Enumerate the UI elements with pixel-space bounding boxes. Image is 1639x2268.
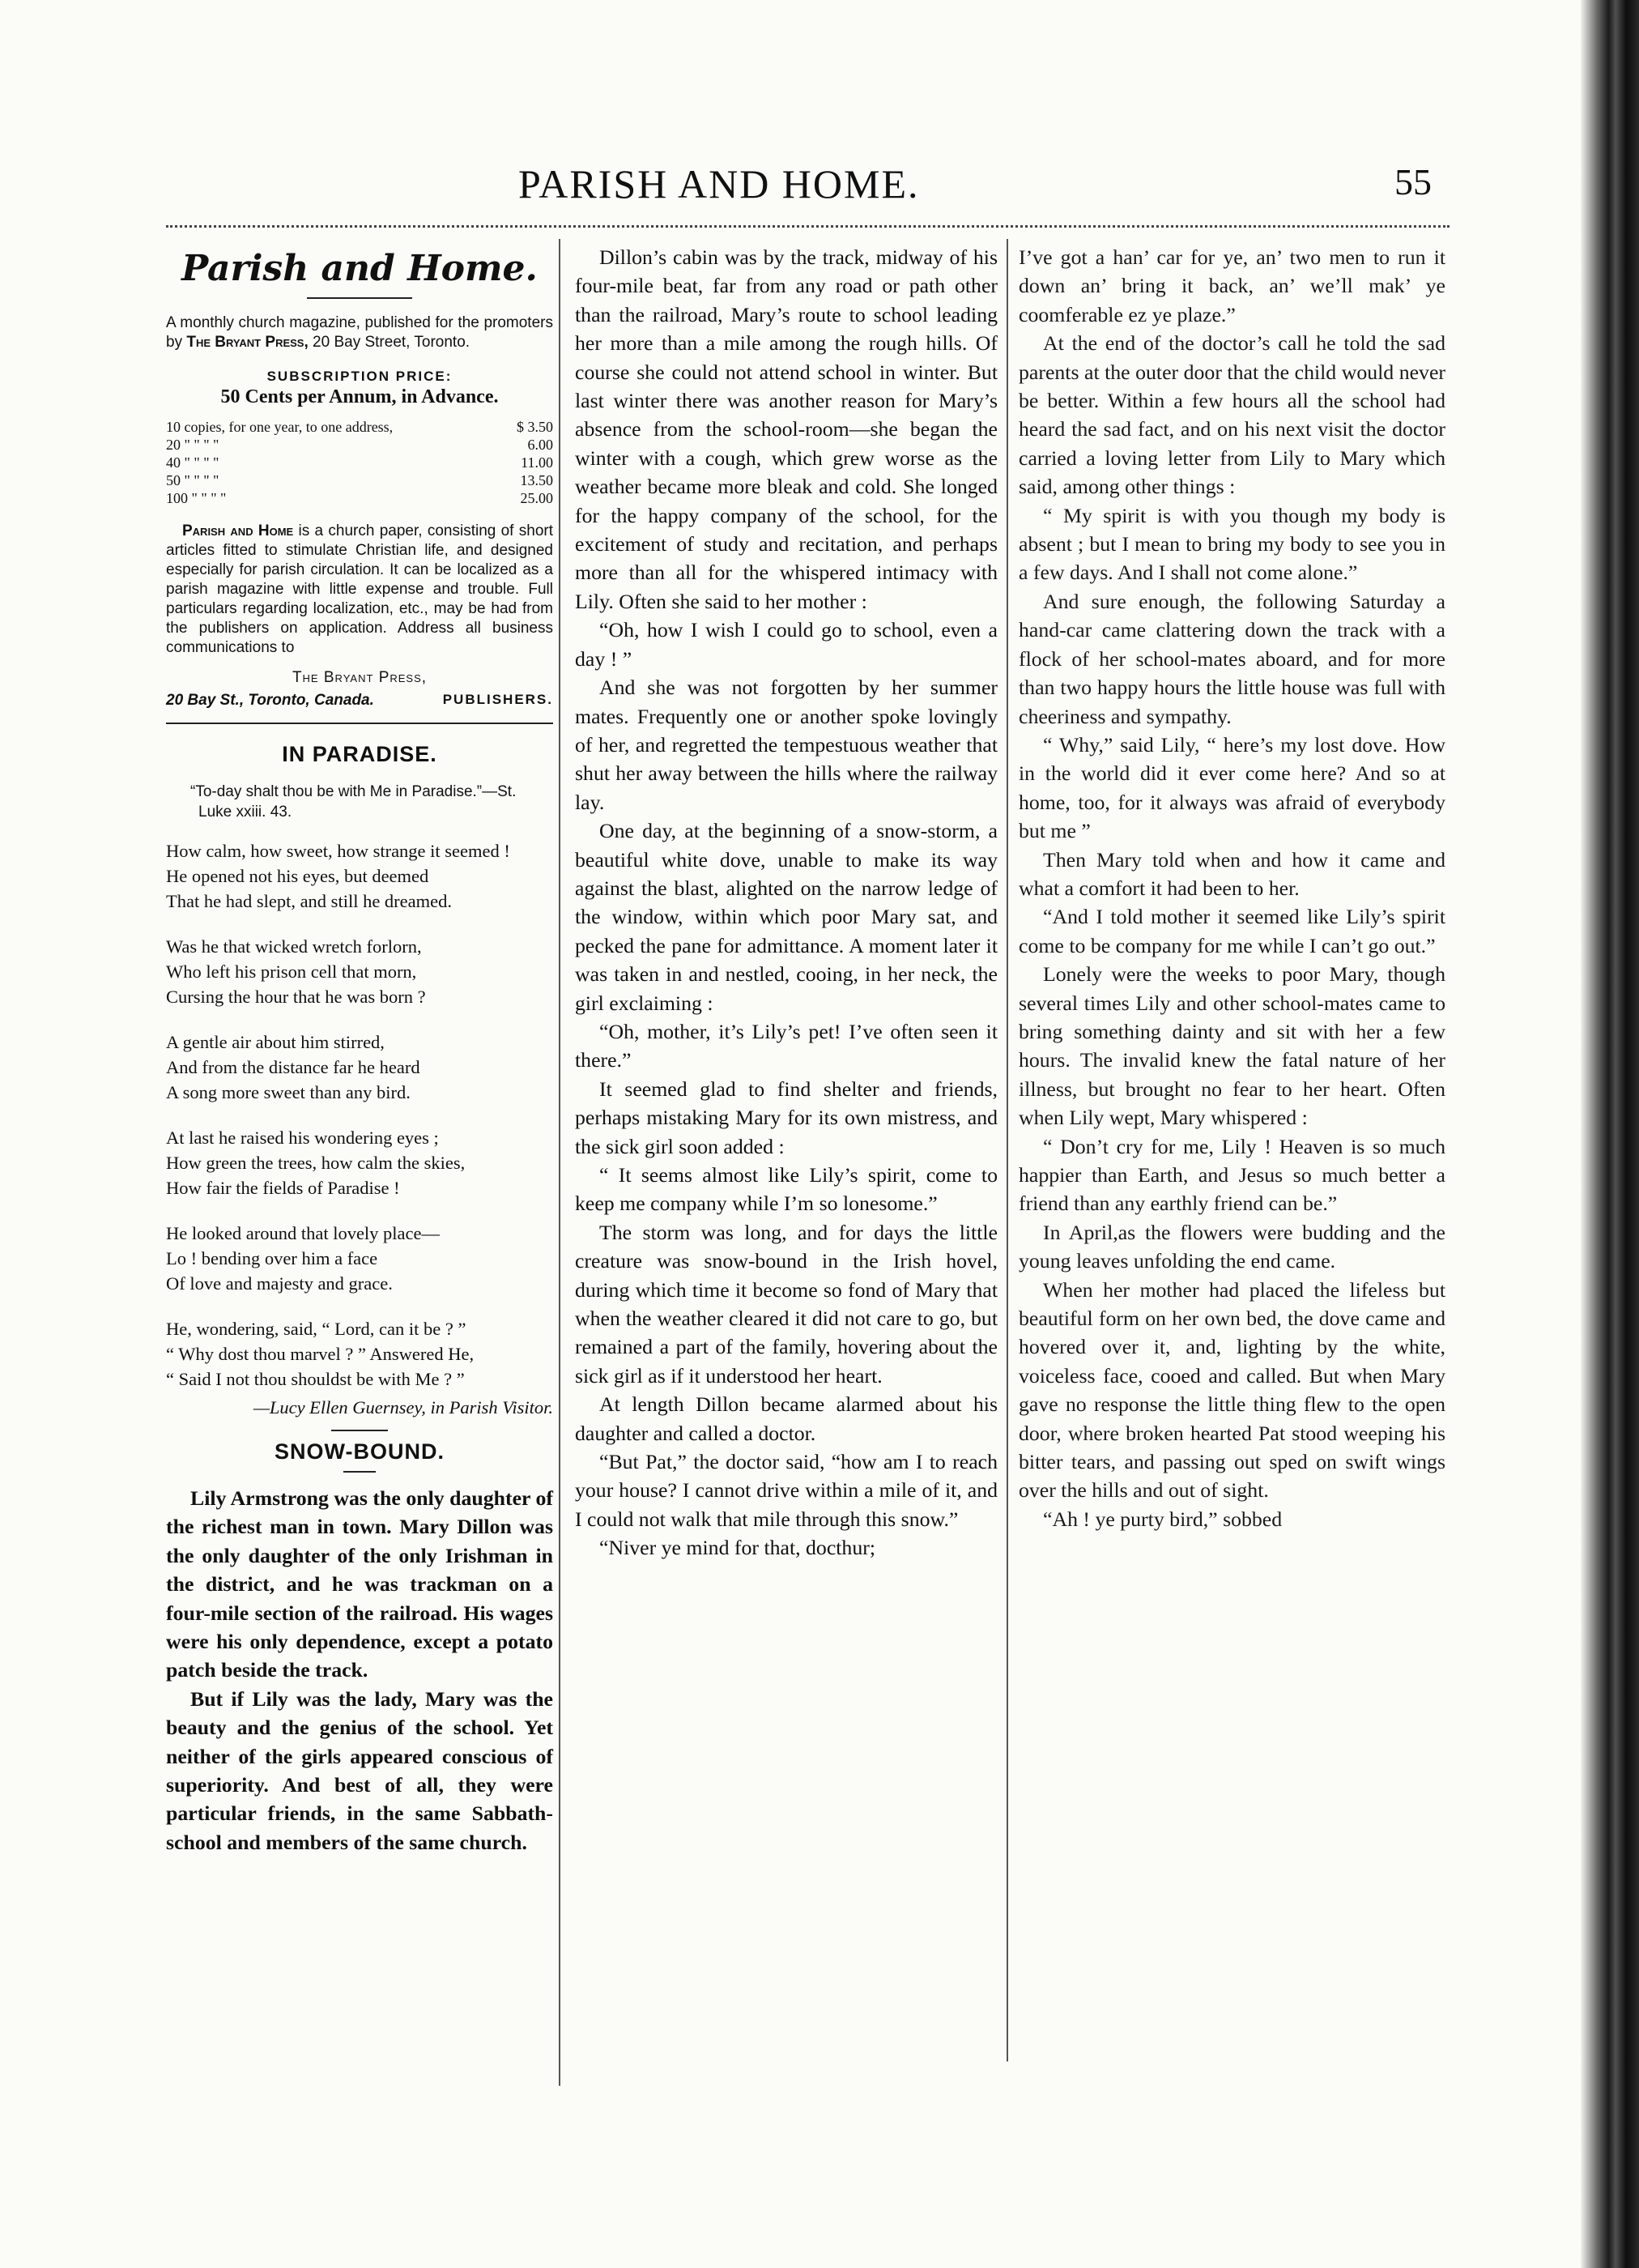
poem-stanza [166,838,553,914]
story-paragraph: Lonely were the weeks to poor Mary, though several times Lily and other school-mates came to bring something dainty and sit with her a few hours. The invalid knew the fatal nature of her illness, but brought no fear to her heart. Often when Lily wept, Mary whispered : [1019,962,1445,1130]
story-paragraph: At length Dillon became alarmed about his daughter and called a doctor. [575,1392,998,1445]
story-paragraph: “Niver ye mind for that, docthur; [599,1536,875,1560]
running-header [0,160,1458,209]
story-paragraph: “ My spirit is with you though my body is absent ; but I mean to bring my body to see you in a few days. And I shall not come alone.” [1019,503,1445,585]
poem-line: He opened not his eyes, but deemed [166,866,429,886]
rate-copies: 50 " " " " [166,472,219,488]
masthead-rule [307,297,412,299]
story-paragraph: The storm was long, and for days the little creature was snow-bound in the Irish hovel, during which time it become so fond of Mary that when the weather cleared it did not care to go, but remained a part of the family, hovering about the sick girl as if it understood her heart. [575,1220,998,1388]
story-column-3 [1019,243,1445,1533]
poem-epigraph: “To-day shalt thou be with Me in Paradise.”—St. Luke xxiii. 43. [190,783,517,821]
rate-copies: 20 " " " " [166,437,219,453]
poem-line: He, wondering, said, “ Lord, can it be ? ” [166,1319,466,1339]
story-paragraph: “ It seems almost like Lily’s spirit, come to keep me company while I’m so lonesome.” [575,1163,998,1216]
rate-price: 25.00 [520,490,553,506]
poem-title: IN PARADISE. [282,742,437,766]
masthead-description [166,313,553,352]
story-column-1 [166,1484,553,1857]
poem-line: At last he raised his wondering eyes ; [166,1128,439,1148]
poem-line: And from the distance far he heard [166,1057,420,1077]
publisher-line [166,692,553,710]
rates-row [166,489,553,507]
story-paragraph: “Oh, how I wish I could go to school, even a day ! ” [575,618,998,671]
poem-line: A gentle air about him stirred, [166,1032,385,1052]
poem-line: That he had slept, and still he dreamed. [166,891,453,911]
rate-copies: 40 " " " " [166,454,219,471]
header-rule [166,225,1450,228]
story-paragraph: “Oh, mother, it’s Lily’s pet! I’ve often seen it there.” [575,1019,998,1072]
story-title: SNOW-BOUND. [275,1439,445,1464]
description-text: A monthly church magazine, published for the promoters by [166,314,553,351]
story-paragraph: “But Pat,” the doctor said, “how am I to reach your house? I cannot drive within a mile of it, and I could not walk that mile through this snow.” [575,1450,998,1531]
rates-row [166,418,553,436]
story-column-2 [575,243,998,1562]
poem-line: He looked around that lovely place— [166,1223,441,1243]
rates-row [166,436,553,454]
story-paragraph: One day, at the beginning of a snow-storm, a beautiful white dove, unable to make its way against the blast, alighted on the narrow ledge of the window, within which poor Mary sat, and pecked the pane for admittance. A moment later it was taken in and nestled, cooing, in her neck, the girl exclaiming : [575,819,998,1015]
story-paragraph: Lily Armstrong was the only daughter of the richest man in town. Mary Dillon was the only daughter of the only Irishman in the district, and he was trackman on a four-mile section of the railroad. His wages were his only dependence, except a potato patch beside the track. [166,1486,553,1682]
story-paragraph: “ Why,” said Lily, “ here’s my lost dove. How in the world did it ever come here? And so at home, too, for it always was afraid of everybody but me ” [1019,732,1445,843]
rates-row [166,471,553,489]
section-rule [166,723,553,724]
rates-row [166,454,553,471]
subscription-price: 50 Cents per Annum, in Advance. [220,386,499,407]
poem-stanza [166,934,553,1009]
rate-price: 11.00 [521,454,553,471]
rates-table [166,418,553,507]
poem-line: “ Said I not thou shouldst be with Me ? ” [166,1369,465,1389]
publisher-name: The Bryant Press, [292,669,428,686]
poem-line: How fair the fields of Paradise ! [166,1178,400,1198]
poem-stanza [166,1125,553,1200]
poem-attribution: —Lucy Ellen Guernsey, in Parish Visitor. [253,1397,553,1418]
poem-line: Of love and majesty and grace. [166,1273,393,1294]
header-title: PARISH AND HOME. [518,161,920,207]
poem-line: Cursing the hour that he was born ? [166,987,426,1007]
story-paragraph: In April,as the flowers were budding and the young leaves unfolding the end came. [1019,1220,1445,1273]
rate-copies: 100 " " " " [166,490,227,506]
story-paragraph: Dillon’s cabin was by the track, midway of his four-mile beat, far from any road or path other than the railroad, Mary’s route to school leading her more than a mile among the rough hills. Of course she could not attend school in winter. But last winter there was another reason for Mary’s absence from the school-room—she began the winter with a cough, which grew worse as the weather became more bleak and cold. She longed for the happy company of the school, for the excitement of study and recitation, and perhaps more than all for the whispered intimacy with Lily. Often she said to her mother : [575,245,998,613]
poem-stanza [166,1221,553,1296]
story-paragraph: “Ah ! ye purty bird,” sobbed [1043,1507,1283,1531]
story-paragraph: But if Lily was the lady, Mary was the beauty and the genius of the school. Yet neither of the girls appeared conscious of superiority. And best of all, they were particular friends, in the same Sabbath-school and members of the same church. [166,1686,553,1854]
subscription-label: SUBSCRIPTION PRICE: [266,369,453,384]
story-paragraph: It seemed glad to find shelter and friends, perhaps mistaking Mary for its own mistress, and the sick girl soon added : [575,1076,998,1158]
rate-copies: 10 copies, for one year, to one address, [166,419,394,435]
poem-line: How calm, how sweet, how strange it seemed ! [166,841,510,861]
masthead-title: Parish and Home. [181,248,538,289]
story-paragraph: Then Mary told when and how it came and what a comfort it had been to her. [1019,847,1445,900]
book-binding-edge [1581,0,1639,2268]
column-2 [575,243,998,1562]
description-publisher: The Bryant Press, [186,334,309,351]
column-3 [1019,243,1445,1533]
poem-line: Lo ! bending over him a face [166,1248,378,1268]
column-divider-1 [559,239,560,2086]
story-paragraph: And she was not forgotten by her summer mates. Frequently one or another spoke lovingly of her, and regretted the tempestuous weather that shut her away between the hills where the railway lay. [575,676,998,814]
about-text: is a church paper, consisting of short articles fitted to stimulate Christian life, and designed especially for parish circulation. It can be localized as a parish magazine with little expense and trouble. Full particulars regarding localization, etc., may be had from the publishers on application. Address all business communications to [166,522,553,656]
description-address: 20 Bay Street, Toronto. [313,334,470,351]
story-paragraph: And sure enough, the following Saturday a hand-car came clattering down the track with a flock of her school-mates aboard, and for more than two happy hours the little house was full with cheeriness and sympathy. [1019,589,1445,728]
poem-line: “ Why dost thou marvel ? ” Answered He, [166,1344,475,1364]
rate-price: 13.50 [520,472,553,488]
poem-stanza [166,1316,553,1392]
rate-price: 6.00 [527,437,553,453]
publisher-address: 20 Bay St., Toronto, Canada. [166,692,374,709]
story-paragraph: “ Don’t cry for me, Lily ! Heaven is so much happier than Earth, and Jesus so much better a friend than any earthly friend can be.” [1019,1134,1445,1216]
masthead-about [166,522,553,658]
story-paragraph: I’ve got a han’ car for ye, an’ two men to run it down an’ bring it back, an’ we’ll mak’ ye coomferable ez ye plaze.” [1019,245,1445,326]
story-paragraph: “And I told mother it seemed like Lily’s spirit come to be company for me while I can’t go out.” [1019,905,1445,957]
about-name: Parish and Home [182,522,294,539]
section-rule-short [331,1430,388,1431]
poem-line: A song more sweet than any bird. [166,1082,411,1102]
poem-line: How green the trees, how calm the skies, [166,1153,466,1173]
poem-stanza [166,1030,553,1105]
column-1 [166,243,553,1857]
publisher-block [166,669,553,710]
story-paragraph: At the end of the doctor’s call he told the sad parents at the outer door that the child would never be better. Within a few hours all the school had heard the sad fact, and on his next visit the doctor carried a loving letter from Lily to Mary which said, among other things : [1019,331,1445,499]
page-number: 55 [1394,161,1432,202]
story-title-rule [343,1471,376,1473]
story-paragraph: When her mother had placed the lifeless but beautiful form on her own bed, the dove came and hovered over it, and, lighting by the white, voiceless face, cooed and called. But when Mary gave no response the little thing flew to the open door, where broken hearted Pat stood weeping his bitter tears, and passing out sped on swift wings over the hills and out of sight. [1019,1277,1445,1503]
poem-line: Who left his prison cell that morn, [166,961,417,982]
rate-price: $ 3.50 [517,419,553,435]
column-divider-2 [1007,239,1008,2061]
publishers-label: PUBLISHERS. [442,692,553,707]
poem-line: Was he that wicked wretch forlorn, [166,936,422,957]
